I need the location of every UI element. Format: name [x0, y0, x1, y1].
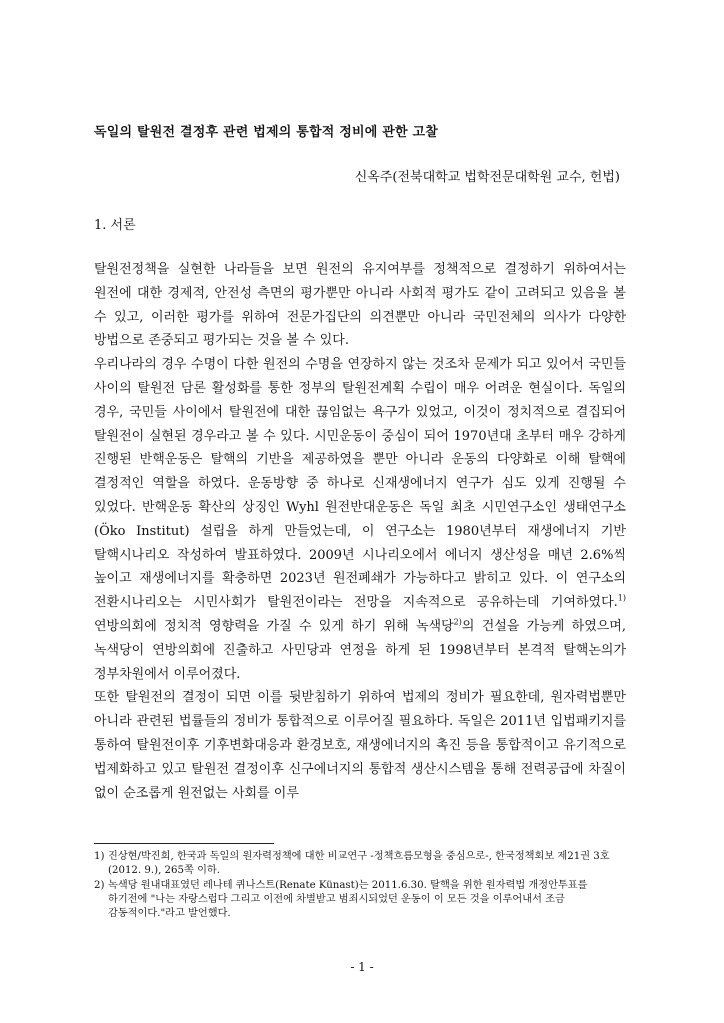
- paragraph-text: 연방의회에 정치적 영향력을 가질 수 있게 하기 위해 녹색당: [94, 618, 454, 634]
- footnote-ref-2[interactable]: 2): [453, 617, 462, 627]
- footnote-ref-1[interactable]: 1): [617, 593, 626, 603]
- footnote-text: 녹색당 원내대표였던 레나테 퀴나스트(Renate Künast)는 2011.6.30. 탈핵을 위한 원자력법 개정안투표를 하기전에 "나는 자랑스럽다 그리고 이전에 차별받고 범죄시되었던 운동이 이 모든 것을 이루어내서 조금 감동적이다."라고 발언했다.: [108, 879, 588, 920]
- paragraph-text: 의 건설을 가능케 하였으며, 녹색당이 연방의회에 진출하고 사민당과 연정을 하게 된 1998년부터 본격적 탈핵논의가 정부차원에서 이루어졌다.: [94, 618, 626, 682]
- page-number: - 1 -: [350, 960, 374, 974]
- footnote-text: 진상현/박진희, 한국과 독일의 원자력정책에 대한 비교연구 -정책흐름모형을 중심으로-, 한국정책회보 제21권 3호(2012. 9.), 265쪽 이하.: [108, 851, 610, 877]
- paragraph-text: 우리나라의 경우 수명이 다한 원전의 수명을 연장하지 않는 것조차 문제가 되고 있어서 국민들 사이의 탈원전 담론 활성화를 통한 정부의 탈원전계획 수립이 매우 어려운 현실이다. 독일의 경우, 국민들 사이에서 탈원전에 대한 끊임없는 욕구가 있었고, 이것이 정치적으로 결집되어 탈원전이 실현된 경우라고 볼 수 있다. 시민운동이 중심이 되어 1970년대 초부터 매우 강하게 진행된 반핵운동은 탈핵의 기반을 제공하였을 뿐만 아니라 운동의 다양화로 이해 탈핵에 결정적인 역할을 하였다. 운동방향 중 하나로 신재생에너지 연구가 심도 있게 진행될 수 있었다. 반핵운동 확산의 상징인 Wyhl 원전반대운동은 독일 최초 시민연구소인 생태연구소(Öko Institut) 설립을 하게 만들었는데, 이 연구소는 1980년부터 재생에너지 기반 탈핵시나리오 작성하여 발표하였다. 2009년 시나리오에서 에너지 생산성을 매년 2.6%씩 높이고 재생에너지를 확충하면 2023년 원전폐쇄가 가능하다고 밝히고 있다. 이 연구소의 전환시나리오는 시민사회가 탈원전이라는 전망을 지속적으로 공유하는데 기여하였다.: [94, 357, 626, 611]
- footnote-number: 1): [94, 851, 105, 862]
- document-title: 독일의 탈원전 결정후 관련 법제의 통합적 정비에 관한 고찰: [94, 125, 438, 140]
- paragraph: 탈원전정책을 실현한 나라들을 보면 원전의 유지여부를 정책적으로 결정하기 위하여서는 원전에 대한 경제적, 안전성 측면의 평가뿐만 아니라 사회적 평가도 같이 고려되고 있음을 볼 수 있고, 이러한 평가를 위하여 전문가집단의 의견뿐만 아니라 국민전체의 의사가 다양한 방법으로 존중되고 평가되는 것을 볼 수 있다.: [94, 262, 626, 349]
- footnote-divider: [94, 843, 274, 844]
- section-heading: 1. 서론: [94, 218, 136, 233]
- footnote-item: [94, 879, 626, 922]
- paragraph: [94, 353, 626, 686]
- footnote-item: [94, 850, 626, 879]
- body-text: [94, 258, 626, 805]
- footnotes: [94, 850, 626, 921]
- author-line: 신옥주(전북대학교 법학전문대학원 교수, 헌법): [354, 170, 620, 185]
- paragraph: 또한 탈원전의 결정이 되면 이를 뒷받침하기 위하여 법제의 정비가 필요한데, 원자력법뿐만 아니라 관련된 법률들의 정비가 통합적으로 이루어질 필요하다. 독일은 2011년 입법패키지를 통하여 탈원전이후 기후변화대응과 환경보호, 재생에너지의 촉진 등을 통합적이고 유기적으로 법제화하고 있고 탈원전 결정이후 신구에너지의 통합적 생산시스템을 통해 전력공급에 차질이 없이 순조롭게 원전없는 사회를 이루: [94, 690, 626, 801]
- footnote-number: 2): [94, 879, 105, 891]
